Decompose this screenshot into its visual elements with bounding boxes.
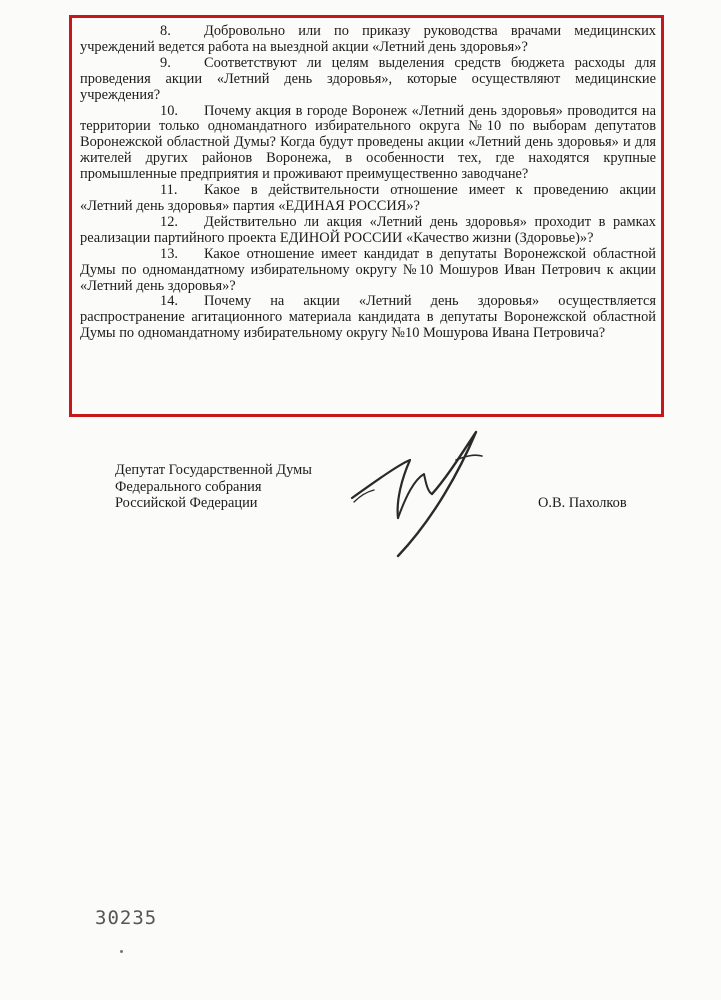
signatory-title — [115, 462, 312, 512]
question-item — [80, 104, 656, 184]
question-item — [80, 294, 656, 342]
signatory-title-line: Российской Федерации — [115, 495, 258, 511]
signatory-title-line: Депутат Государственной Думы — [115, 462, 312, 478]
question-item — [80, 215, 656, 247]
scan-speck — [120, 950, 123, 953]
question-number: 9. — [160, 54, 171, 71]
question-item — [80, 183, 656, 215]
question-text: Почему акция в городе Воронеж «Летний день здоровья» проводится на территории только одномандатного избирательного округа №10 по выборам депутатов Воронежской областной Думы? Когда будут проведены акции «Летний день здоровья» и для жителей других районов Воронежа, в особенности тех, где находятся крупные промышленные предприятия и проживают преимущественно заводчане? — [80, 102, 656, 183]
questions-list — [80, 24, 656, 342]
signatory-title-line: Федерального собрания — [115, 478, 262, 495]
question-text: Какое в действительности отношение имеет к проведению акции «Летний день здоровья» партия «ЕДИНАЯ РОССИЯ»? — [80, 182, 656, 214]
question-item — [80, 24, 656, 56]
question-number: 11. — [160, 182, 178, 199]
question-number: 13. — [160, 245, 178, 262]
question-text: Действительно ли акция «Летний день здоровья» проходит в рамках реализации партийного проекта ЕДИНОЙ РОССИИ «Качество жизни (Здоровье)»? — [80, 213, 656, 246]
question-number: 12. — [160, 213, 178, 230]
registration-number: 30235 — [95, 907, 158, 929]
signature-icon — [340, 420, 530, 570]
question-text: Добровольно или по приказу руководства врачами медицинских учреждений ведется работа на выездной акции «Летний день здоровья»? — [80, 23, 656, 55]
question-text: Какое отношение имеет кандидат в депутаты Воронежской областной Думы по одномандатному избирательному округу №10 Мошуров Иван Петрович к акции «Летний день здоровья»? — [80, 245, 656, 294]
question-text: Почему на акции «Летний день здоровья» осуществляется распространение агитационного материала кандидата в депутаты Воронежской областной Думы по одномандатному избирательному округу №10 Мошурова Ивана Петровича? — [80, 293, 656, 342]
question-number: 10. — [160, 102, 178, 119]
question-item — [80, 56, 656, 104]
question-item — [80, 247, 656, 295]
question-number: 14. — [160, 293, 178, 310]
signatory-name: О.В. Пахолков — [538, 495, 627, 511]
question-number: 8. — [160, 23, 171, 39]
question-text: Соответствуют ли целям выделения средств бюджета расходы для проведения акции «Летний день здоровья», которые осуществляют медицинские учреждения? — [80, 54, 656, 103]
